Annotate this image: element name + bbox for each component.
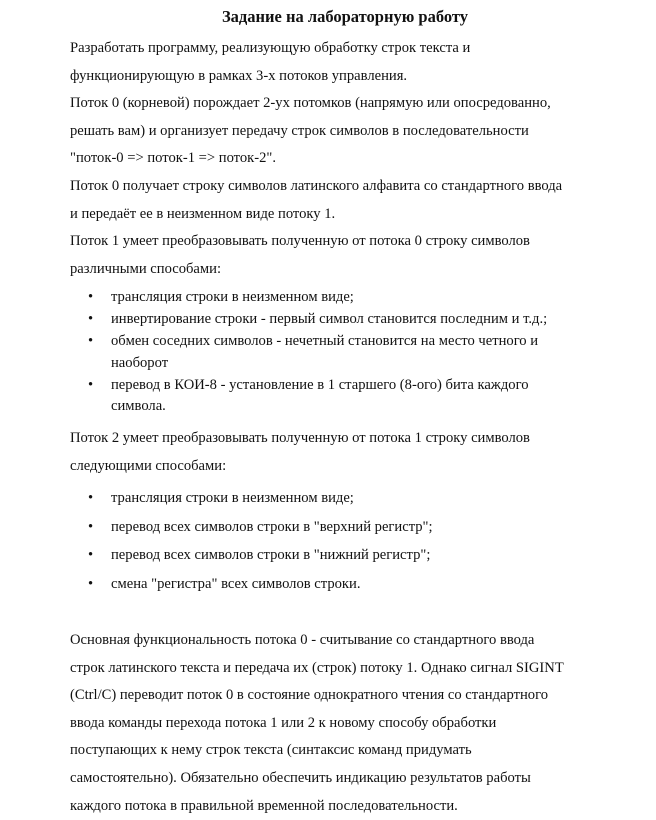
paragraph-thread2-intro [70,425,645,480]
list-item [70,309,645,331]
text-line: смена "регистра" всех символов строки. [111,576,360,592]
paragraph-intro [70,35,645,90]
bullet-icon: • [88,513,93,541]
paragraph-thread0-spawn [70,90,645,173]
text-line: Поток 1 умеет преобразовывать полученную от потока 0 строку символов [70,228,645,256]
text-line: перевод всех символов строки в "верхний регистр"; [111,519,433,535]
list-item [70,513,645,541]
text-line: обмен соседних символов - нечетный становится на место четного и [111,331,645,353]
text-line: Разработать программу, реализующую обработку строк текста и [70,35,645,63]
text-line: символа. [111,396,645,418]
text-line: Поток 0 получает строку символов латинского алфавита со стандартного ввода [70,173,645,201]
text-line: следующими способами: [70,453,645,481]
text-line: различными способами: [70,256,645,284]
text-line: каждого потока в правильной временной последовательности. [70,793,645,820]
text-line: "поток-0 => поток-1 => поток-2". [70,145,645,173]
text-line: трансляция строки в неизменном виде; [111,287,645,309]
text-line: (Ctrl/C) переводит поток 0 в состояние однократного чтения со стандартного [70,682,645,710]
bullet-icon: • [88,375,93,397]
text-line: Поток 2 умеет преобразовывать полученную от потока 1 строку символов [70,425,645,453]
text-line: Поток 0 (корневой) порождает 2-ух потомков (напрямую или опосредованно, [70,90,645,118]
text-line: перевод в КОИ-8 - установление в 1 старшего (8-ого) бита каждого [111,375,645,397]
text-line: строк латинского текста и передача их (строк) потоку 1. Однако сигнал SIGINT [70,655,645,683]
page-title: Задание на лабораторную работу [0,7,656,27]
text-line: инвертирование строки - первый символ становится последним и т.д.; [111,309,645,331]
thread1-methods-list [70,287,645,418]
bullet-icon: • [88,331,93,353]
text-line: и передаёт ее в неизменном виде потоку 1. [70,201,645,229]
list-item [70,484,645,512]
text-line: решать вам) и организует передачу строк символов в последовательности [70,118,645,146]
text-line: Основная функциональность потока 0 - считывание со стандартного ввода [70,627,645,655]
document-body [70,35,645,820]
bullet-icon: • [88,541,93,569]
list-item [70,570,645,598]
text-line: функционирующую в рамках 3-х потоков управления. [70,63,645,91]
list-item [70,375,645,419]
list-item [70,331,645,375]
text-line: самостоятельно). Обязательно обеспечить индикацию результатов работы [70,765,645,793]
text-line: наоборот [111,353,645,375]
bullet-icon: • [88,484,93,512]
blank-line [70,598,645,627]
text-line: ввода команды перехода потока 1 или 2 к новому способу обработки [70,710,645,738]
text-line: перевод всех символов строки в "нижний регистр"; [111,547,430,563]
bullet-icon: • [88,287,93,309]
bullet-icon: • [88,570,93,598]
paragraph-thread1-intro [70,228,645,283]
bullet-icon: • [88,309,93,331]
text-line: трансляция строки в неизменном виде; [111,490,354,506]
thread2-methods-list [70,484,645,598]
list-item [70,541,645,569]
list-item [70,287,645,309]
text-line: поступающих к нему строк текста (синтаксис команд придумать [70,737,645,765]
paragraph-thread0-input [70,173,645,228]
paragraph-main-functionality [70,627,645,820]
